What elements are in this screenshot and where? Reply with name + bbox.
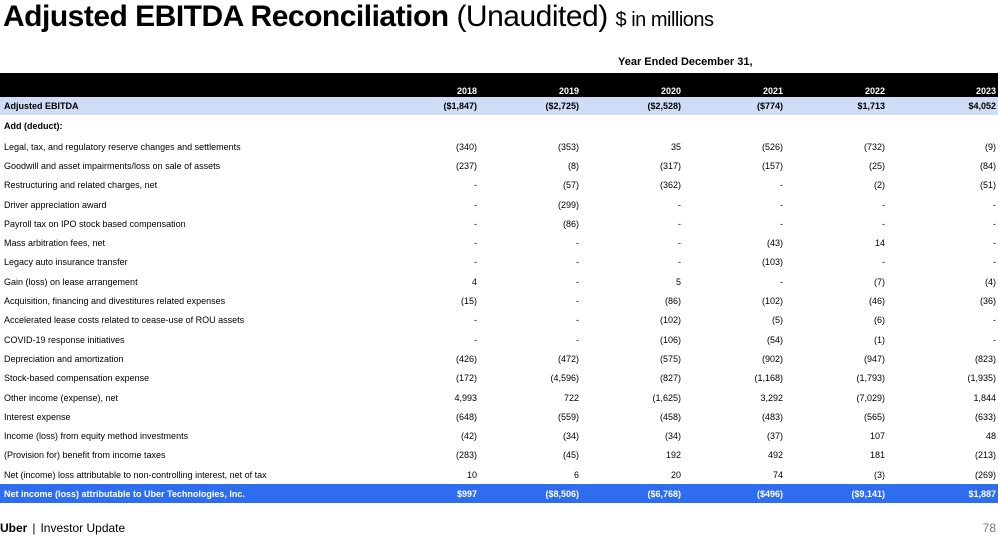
table-row (0, 426, 998, 445)
row-label: Adjusted EBITDA (4, 101, 79, 111)
row-value: 492 (767, 450, 783, 461)
row-label: Income (loss) from equity method investments (4, 431, 189, 442)
row-value: 192 (665, 450, 681, 461)
row-value: ($1,847) (443, 101, 477, 111)
row-value: (15) (460, 296, 477, 307)
row-value: - (780, 218, 783, 229)
row-value: - (576, 257, 579, 268)
row-value: 48 (985, 431, 996, 442)
row-label: Gain (loss) on lease arrangement (4, 276, 138, 287)
row-value: ($2,528) (647, 101, 681, 111)
row-label: Mass arbitration fees, net (4, 238, 106, 249)
row-value: (4,596) (550, 373, 579, 384)
title-qualifier: (Unaudited) (456, 0, 608, 33)
row-value: (5) (772, 315, 783, 326)
row-value: (353) (557, 141, 579, 152)
row-label: Restructuring and related charges, net (4, 180, 158, 191)
footer-section: Investor Update (40, 521, 126, 535)
year-header-row (0, 73, 998, 97)
row-value: 5 (675, 276, 681, 287)
row-value: - (993, 315, 996, 326)
year-header: 2020 (660, 86, 681, 96)
row-value: (7) (874, 276, 885, 287)
row-value: ($496) (756, 488, 783, 499)
row-value: ($6,768) (647, 488, 681, 499)
row-value: (317) (659, 160, 681, 171)
row-value: - (993, 199, 996, 210)
row-value: ($8,506) (545, 488, 579, 499)
row-value: (86) (562, 218, 579, 229)
table-row (0, 253, 998, 272)
row-value: - (678, 238, 681, 249)
row-value: (299) (557, 199, 579, 210)
row-label: Accelerated lease costs related to cease-use of ROU assets (4, 315, 245, 326)
row-value: (2) (874, 180, 885, 191)
row-value: 181 (869, 450, 885, 461)
table-row (0, 156, 998, 175)
row-value: - (474, 180, 477, 191)
row-label: Acquisition, financing and divestitures related expenses (4, 296, 226, 307)
table-row (0, 388, 998, 407)
year-header: 2022 (864, 86, 885, 96)
row-value: (34) (562, 431, 579, 442)
row-value: (25) (868, 160, 885, 171)
footer-separator: | (32, 521, 36, 535)
year-header: 2019 (558, 86, 579, 96)
row-value: 1,844 (973, 392, 996, 403)
row-value: 722 (563, 392, 579, 403)
row-value: (51) (979, 180, 996, 191)
page-number: 78 (982, 521, 996, 535)
row-value: 14 (874, 238, 885, 249)
year-header: 2021 (762, 86, 783, 96)
row-value: (42) (460, 431, 477, 442)
row-value: (54) (766, 334, 783, 345)
row-value: (458) (659, 411, 681, 422)
row-value: (269) (974, 469, 996, 480)
row-value: (1,793) (856, 373, 885, 384)
row-value: (426) (455, 353, 477, 364)
row-value: 3,292 (760, 392, 783, 403)
row-value: (3) (874, 469, 885, 480)
row-value: - (678, 199, 681, 210)
row-value: - (780, 276, 783, 287)
row-label: Legal, tax, and regulatory reserve changes and settlements (4, 141, 241, 152)
net-income-row (0, 484, 998, 503)
row-value: (526) (761, 141, 783, 152)
row-value: (103) (761, 257, 783, 268)
row-label: Goodwill and asset impairments/loss on sale of assets (4, 160, 221, 171)
row-value: 20 (670, 469, 681, 480)
row-value: ($774) (756, 101, 783, 111)
row-label: (Provision for) benefit from income taxes (4, 450, 166, 461)
row-value: (1,168) (754, 373, 783, 384)
row-label: Driver appreciation award (4, 199, 107, 210)
row-value: - (474, 199, 477, 210)
row-value: - (993, 257, 996, 268)
row-value: (648) (455, 411, 477, 422)
row-value: (483) (761, 411, 783, 422)
row-value: (37) (766, 431, 783, 442)
section-label: Add (deduct): (4, 121, 63, 131)
row-value: - (993, 218, 996, 229)
row-value: - (882, 257, 885, 268)
row-value: $1,887 (968, 488, 996, 499)
row-value: (283) (455, 450, 477, 461)
row-value: - (576, 334, 579, 345)
year-header: 2023 (975, 86, 996, 96)
row-value: ($9,141) (851, 488, 885, 499)
row-value: (823) (974, 353, 996, 364)
row-value: - (678, 218, 681, 229)
row-label: Depreciation and amortization (4, 353, 124, 364)
row-value: (1,935) (967, 373, 996, 384)
row-value: $4,052 (968, 101, 996, 111)
table-row (0, 407, 998, 426)
table-row (0, 137, 998, 156)
row-value: (8) (568, 160, 579, 171)
row-value: (9) (985, 141, 996, 152)
row-value: (575) (659, 353, 681, 364)
row-value: 4,993 (454, 392, 477, 403)
table-row (0, 311, 998, 330)
row-value: (34) (664, 431, 681, 442)
row-label: Other income (expense), net (4, 392, 119, 403)
row-value: (565) (863, 411, 885, 422)
section-row (0, 115, 998, 137)
row-value: - (576, 238, 579, 249)
row-value: 4 (471, 276, 477, 287)
row-value: ($2,725) (545, 101, 579, 111)
row-value: (36) (979, 296, 996, 307)
row-value: - (882, 218, 885, 229)
row-value: - (576, 296, 579, 307)
row-value: 6 (573, 469, 579, 480)
row-value: (4) (985, 276, 996, 287)
row-value: - (993, 334, 996, 345)
row-value: - (474, 334, 477, 345)
reconciliation-table (0, 73, 998, 503)
row-value: (86) (664, 296, 681, 307)
table-row (0, 446, 998, 465)
footer (0, 521, 125, 535)
table-row (0, 369, 998, 388)
row-label: Net (income) loss attributable to non-controlling interest, net of tax (4, 469, 267, 480)
row-value: (84) (979, 160, 996, 171)
adjusted-ebitda-row (0, 97, 998, 115)
row-value: 35 (670, 141, 681, 152)
row-value: (362) (659, 180, 681, 191)
row-label: Net income (loss) attributable to Uber Technologies, Inc. (4, 488, 245, 499)
row-value: 74 (772, 469, 783, 480)
table-row (0, 233, 998, 252)
row-value: - (474, 315, 477, 326)
row-value: (237) (455, 160, 477, 171)
row-label: Interest expense (4, 411, 71, 422)
row-value: (57) (562, 180, 579, 191)
row-label: COVID-19 response initiatives (4, 334, 125, 345)
header-label-cell (0, 73, 385, 97)
row-value: - (993, 238, 996, 249)
row-value: - (474, 218, 477, 229)
table-row (0, 465, 998, 484)
row-value: - (780, 180, 783, 191)
title-main: Adjusted EBITDA Reconciliation (3, 0, 449, 33)
period-label: Year Ended December 31, (618, 56, 753, 68)
row-value: (45) (562, 450, 579, 461)
table-row (0, 176, 998, 195)
row-value: (106) (659, 334, 681, 345)
row-value: (633) (974, 411, 996, 422)
row-value: (213) (974, 450, 996, 461)
year-header: 2018 (456, 86, 477, 96)
table-row (0, 349, 998, 368)
row-value: - (576, 315, 579, 326)
row-value: (102) (761, 296, 783, 307)
row-value: (732) (863, 141, 885, 152)
row-value: (1,625) (652, 392, 681, 403)
title-units: $ in millions (615, 9, 714, 31)
row-label: Payroll tax on IPO stock based compensation (4, 218, 186, 229)
row-value: (947) (863, 353, 885, 364)
row-value: 107 (869, 431, 885, 442)
row-value: $997 (456, 488, 477, 499)
row-value: - (576, 276, 579, 287)
row-label: Stock-based compensation expense (4, 373, 150, 384)
table-row (0, 291, 998, 310)
row-value: - (474, 238, 477, 249)
row-value: - (882, 199, 885, 210)
page-title (3, 0, 714, 34)
brand-logo: Uber (0, 521, 28, 535)
row-value: (340) (455, 141, 477, 152)
table-row (0, 272, 998, 291)
row-value: (472) (557, 353, 579, 364)
row-value: (827) (659, 373, 681, 384)
row-value: (1) (874, 334, 885, 345)
row-value: (7,029) (856, 392, 885, 403)
row-value: 10 (466, 469, 477, 480)
table-row (0, 195, 998, 214)
row-value: - (780, 199, 783, 210)
table-row (0, 214, 998, 233)
row-value: - (678, 257, 681, 268)
table-row (0, 330, 998, 349)
row-value: (102) (659, 315, 681, 326)
row-label: Legacy auto insurance transfer (4, 257, 128, 268)
row-value: - (474, 257, 477, 268)
row-value: (172) (455, 373, 477, 384)
row-value: (559) (557, 411, 579, 422)
row-value: (46) (868, 296, 885, 307)
row-value: (157) (761, 160, 783, 171)
row-value: (902) (761, 353, 783, 364)
row-value: (6) (874, 315, 885, 326)
row-value: (43) (766, 238, 783, 249)
row-value: $1,713 (857, 101, 885, 111)
